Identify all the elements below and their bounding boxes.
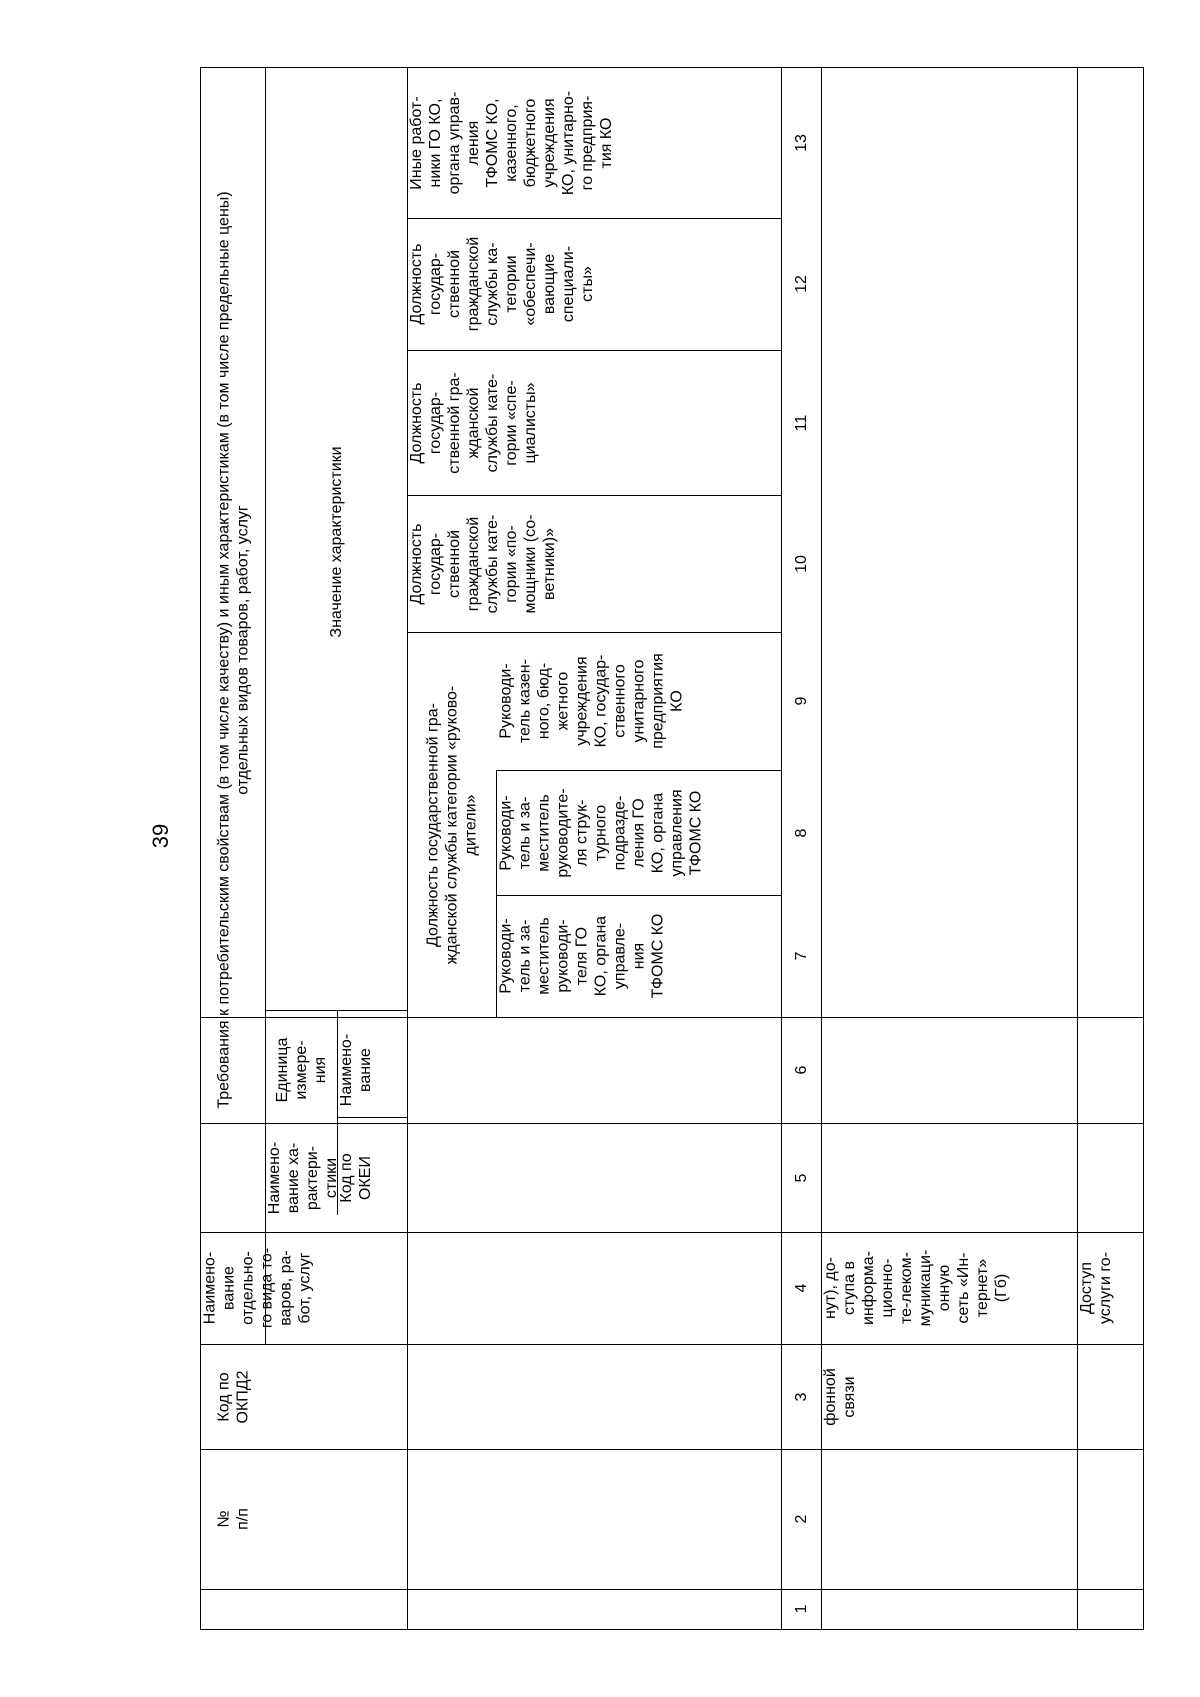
column-number: 5 <box>792 1173 810 1182</box>
header-unit-code: Код по ОКЕИ <box>338 1152 374 1203</box>
column-number: 2 <box>792 1514 810 1524</box>
header-item-name: Наимено- вание отдельно- го вида то- варов, ра- бот, услуг <box>201 1247 313 1329</box>
header-col-7: Руководи- тель и за- меститель руководи- теля ГО КО, органа управле- ния ТФОМС КО <box>497 913 666 999</box>
header-col-9: Руководи- тель казен- ного, бюд- жетного учреждения КО, государ- ственного унитарного предприятия КО <box>497 653 685 749</box>
header-characteristic-name: Наимено- вание ха- рактери- стики <box>266 1141 340 1214</box>
column-number: 8 <box>792 828 810 837</box>
header-requirements: Требования к потребительским свойствам (в том числе качеству) и иным характеристикам (в том числе предельные цены) отдельных видов товаров, работ, услуг <box>214 190 251 1109</box>
header-characteristic-value: Значение характеристики <box>327 446 345 638</box>
header-col-13: Иные работ- ники ГО КО, органа управ- ления ТФОМС КО, казенного, бюджетного учреждения КО, унитарно- го предприя- тия КО <box>408 90 615 195</box>
column-number: 1 <box>792 1604 810 1614</box>
header-col-12: Должность государ- ственной гражданской службы ка- тегории «обеспечи- вающие специали- сты» <box>408 236 596 332</box>
table-cell-characteristic: Доступ услуги го- <box>1078 1251 1114 1325</box>
column-number: 7 <box>792 951 810 961</box>
header-number: № п/п <box>214 1508 251 1530</box>
column-number: 4 <box>792 1283 810 1293</box>
column-number: 12 <box>792 275 810 293</box>
column-number: 6 <box>792 1065 810 1075</box>
header-col-11: Должность государ- ственной гра- жданской службы кате- гории «спе- циалисты» <box>408 371 539 474</box>
header-leaders-group: Должность государственной гра- жданской службы категории «руково- дители» <box>424 685 479 964</box>
header-okpd2-code: Код по ОКПД2 <box>214 1370 251 1423</box>
column-number: 3 <box>792 1392 810 1401</box>
header-unit-name: Наимено- вание <box>338 1033 374 1107</box>
header-col-10: Должность государ- ственной гражданской службы кате- гории «по- мощники (со- ветники)» <box>408 514 558 613</box>
header-unit: Единица измере- ния <box>273 1037 329 1103</box>
page-number: 39 <box>148 823 173 849</box>
header-col-8: Руководи- тель и за- меститель руководите- ля струк- турного подразде- ления ГО КО, органа управления ТФОМС КО <box>497 787 704 878</box>
column-number: 11 <box>792 414 810 431</box>
table-cell-item-name: фонной связи <box>822 1367 858 1426</box>
column-number: 10 <box>792 554 810 573</box>
column-number: 9 <box>792 696 810 706</box>
table-cell-characteristic: нут), до- ступа в информа- ционно- те-леком- муникаци- онную сеть «Ин- тернет» (Гб) <box>822 1249 1010 1327</box>
column-number: 13 <box>792 133 810 152</box>
